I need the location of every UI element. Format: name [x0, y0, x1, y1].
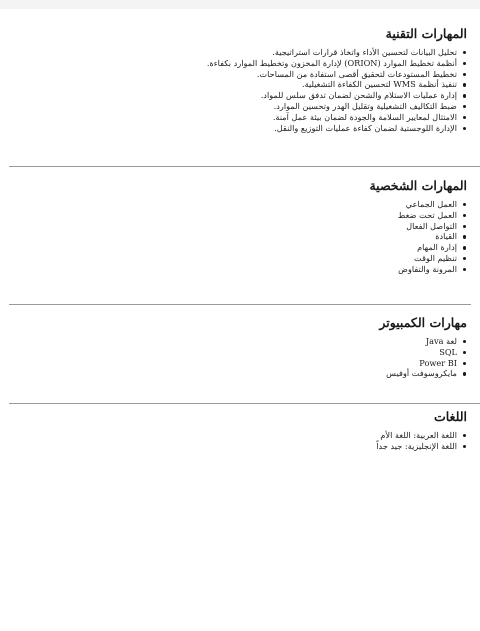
list-item: اللغة الإنجليزية: جيد جداً — [12, 441, 467, 452]
section-title: المهارات التقنية — [385, 26, 467, 41]
list-item: إدارة المهام — [12, 242, 467, 253]
top-bar — [0, 0, 480, 9]
list-item: الامتثال لمعايير السلامة والجودة لضمان بيئة عمل آمنة. — [12, 112, 467, 123]
personal-skills-section — [12, 178, 467, 275]
languages-list — [12, 430, 467, 452]
languages-section — [12, 409, 467, 452]
list-item: مايكروسوفت أوفيس — [12, 368, 467, 379]
list-item: تحليل البيانات لتحسين الأداء واتخاذ قرارات استراتيجية. — [12, 47, 467, 58]
section-divider — [9, 166, 480, 167]
computer-skills-section — [12, 315, 467, 379]
list-item: إدارة عمليات الاستلام والشحن لضمان تدفق سلس للمواد. — [12, 90, 467, 101]
list-item: تنفيذ أنظمة WMS لتحسين الكفاءة التشغيلية. — [12, 79, 467, 90]
section-divider — [9, 403, 480, 404]
list-item: اللغة العربية: اللغة الأم — [12, 430, 467, 441]
list-item: تنظيم الوقت — [12, 253, 467, 264]
section-title: اللغات — [433, 409, 467, 424]
list-item: ضبط التكاليف التشغيلية وتقليل الهدر وتحسين الموارد. — [12, 101, 467, 112]
computer-skills-list — [12, 336, 467, 379]
section-title: مهارات الكمبيوتر — [379, 315, 467, 330]
list-item: المرونة والتفاوض — [12, 264, 467, 275]
list-item: لغة Java — [12, 336, 467, 347]
section-divider — [9, 304, 471, 305]
technical-skills-section — [12, 26, 467, 133]
list-item: العمل تحت ضغط — [12, 210, 467, 221]
section-title: المهارات الشخصية — [369, 178, 467, 193]
list-item: القيادة — [12, 231, 467, 242]
personal-skills-list — [12, 199, 467, 275]
list-item: الإدارة اللوجستية لضمان كفاءة عمليات التوزيع والنقل. — [12, 123, 467, 134]
list-item: العمل الجماعي — [12, 199, 467, 210]
technical-skills-list — [12, 47, 467, 133]
list-item: SQL — [12, 347, 467, 358]
list-item: تخطيط المستودعات لتحقيق أقصى استفادة من المساحات. — [12, 69, 467, 80]
list-item: أنظمة تخطيط الموارد (ORION) لإدارة المخزون وتخطيط الموارد بكفاءة. — [12, 58, 467, 69]
list-item: Power BI — [12, 358, 467, 369]
list-item: التواصل الفعال — [12, 221, 467, 232]
